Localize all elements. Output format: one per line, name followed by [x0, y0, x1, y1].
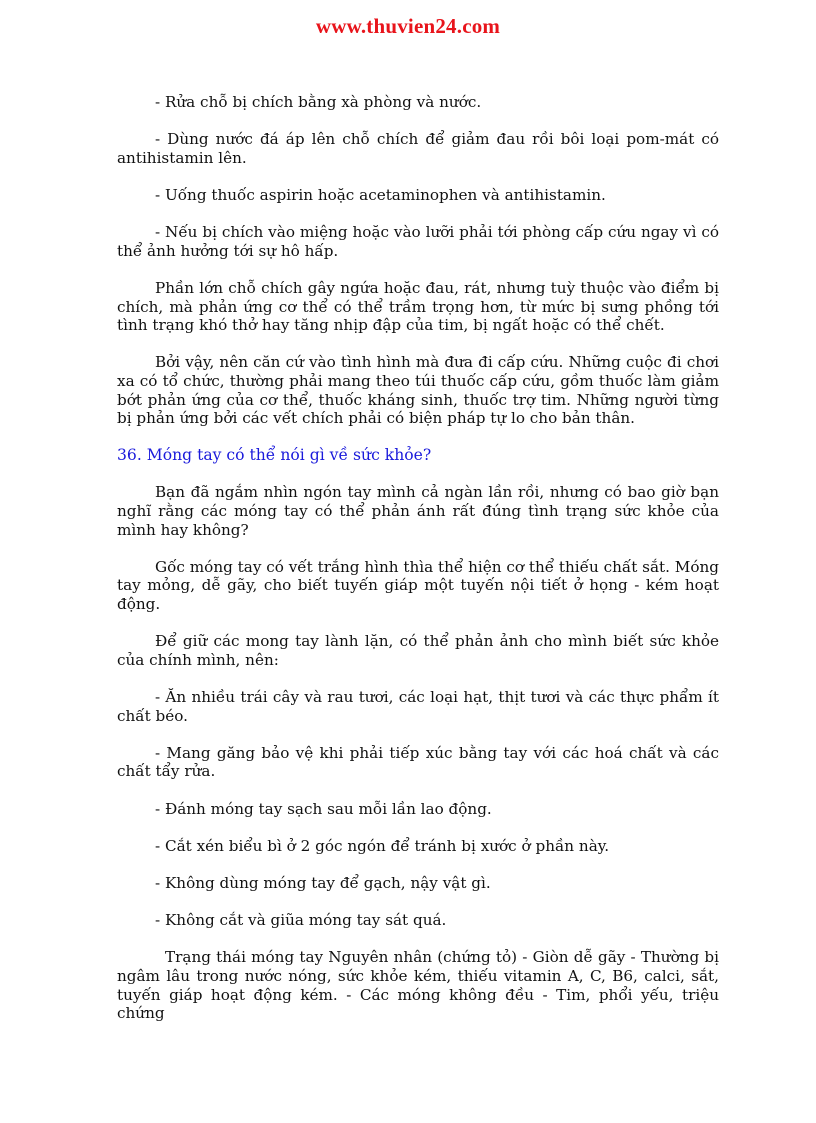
paragraph: - Rửa chỗ bị chích bằng xà phòng và nước.	[155, 93, 482, 111]
paragraph: - Đánh móng tay sạch sau mỗi lần lao động.	[155, 799, 492, 818]
paragraph: Phần lớn chỗ chích gây ngứa hoặc đau, rát, nhưng tuỳ thuộc vào điểm bị chích, mà phản ứng cơ thể có thể trầm trọng hơn, từ mức bị sưng phồng tới tình trạng khó thở hay tăng nhịp đập của tim, bị ngất hoặc có thể chết.	[117, 278, 719, 335]
paragraph: - Nếu bị chích vào miệng hoặc vào lưỡi phải tới phòng cấp cứu ngay vì có thể ảnh hưởng tới sự hô hấp.	[117, 223, 719, 260]
paragraph: Gốc móng tay có vết trắng hình thìa thể hiện cơ thể thiếu chất sắt. Móng tay mỏng, dễ gãy, cho biết tuyến giáp một tuyến nội tiết ở họng - kém hoạt động.	[117, 557, 719, 614]
paragraph: Bởi vậy, nên căn cứ vào tình hình mà đưa đi cấp cứu. Những cuộc đi chơi xa có tổ chức, thường phải mang theo túi thuốc cấp cứu, gồm thuốc làm giảm bớt phản ứng của cơ thể, thuốc kháng sinh, thuốc trợ tim. Những người từng bị phản ứng bởi các vết chích phải có biện pháp tự lo cho bản thân.	[117, 353, 719, 428]
section-heading: 36. Móng tay có thể nói gì về sức khỏe?	[117, 446, 432, 465]
paragraph: Để giữ các mong tay lành lặn, có thể phản ảnh cho mình biết sức khỏe của chính mình, nên:	[117, 632, 719, 669]
paragraph: - Cắt xén biểu bì ở 2 góc ngón để tránh bị xước ở phần này.	[155, 836, 610, 855]
document-body	[117, 93, 719, 1041]
paragraph: Bạn đã ngắm nhìn ngón tay mình cả ngàn lần rồi, nhưng có bao giờ bạn nghĩ rằng các móng tay có thể phản ánh rất đúng tình trạng sức khỏe của mình hay không?	[117, 483, 719, 539]
paragraph: - Ăn nhiều trái cây và rau tươi, các loại hạt, thịt tươi và các thực phẩm ít chất béo.	[117, 688, 719, 725]
paragraph: - Dùng nước đá áp lên chỗ chích để giảm đau rồi bôi loại pom-mát có antihistamin lên.	[117, 130, 719, 167]
paragraph: - Uống thuốc aspirin hoặc acetaminophen và antihistamin.	[155, 185, 606, 204]
paragraph: - Không cắt và giũa móng tay sát quá.	[155, 911, 447, 930]
paragraph: - Không dùng móng tay để gạch, nậy vật gì.	[155, 873, 491, 892]
site-header[interactable]: www.thuvien24.com	[315, 14, 501, 38]
paragraph: Trạng thái móng tay Nguyên nhân (chứng tỏ) - Giòn dễ gãy - Thường bị ngâm lâu trong nước nóng, sức khỏe kém, thiếu vitamin A, C, B6, calci, sắt, tuyến giáp hoạt động kém. - Các móng không đều - Tim, phổi yếu, triệu chứng	[117, 948, 719, 1023]
paragraph: - Mang găng bảo vệ khi phải tiếp xúc bằng tay với các hoá chất và các chất tẩy rửa.	[117, 743, 719, 781]
